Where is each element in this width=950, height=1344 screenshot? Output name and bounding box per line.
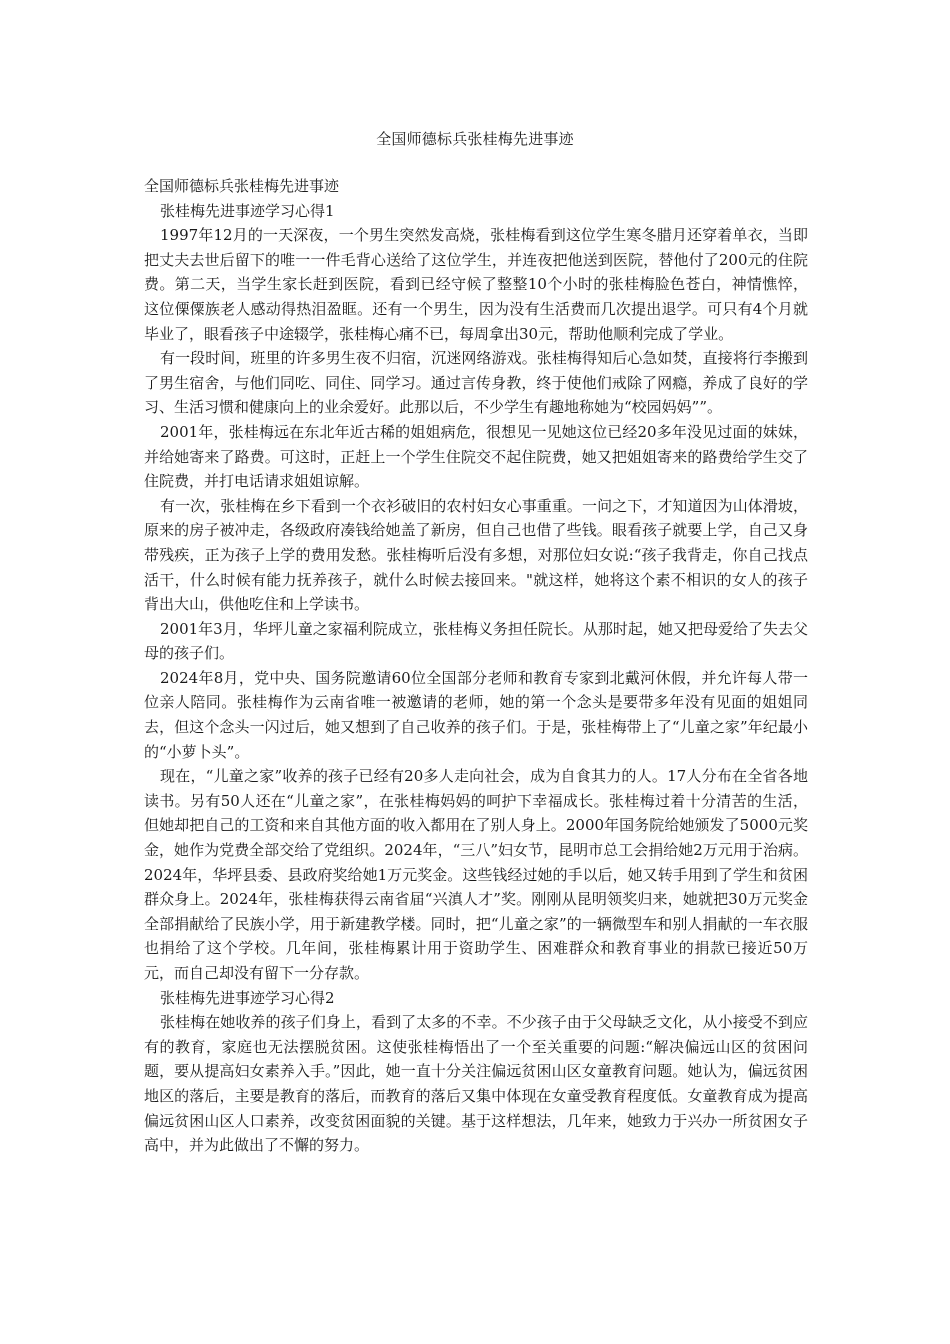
document-subtitle: 全国师德标兵张桂梅先进事迹 (144, 177, 340, 195)
paragraph: 张桂梅在她收养的孩子们身上，看到了太多的不幸。不少孩子由于父母缺乏文化，从小接受不到应有的教育，家庭也无法摆脱贫困。这使张桂梅悟出了一个至关重要的问题:“解决偏远山区的贫困问题，要从提高妇女素养入手。”因此，她一直十分关注偏远贫困山区女童教育问题。她认为，偏远贫困地区的落后，主要是教育的落后，而教育的落后又集中体现在女童受教育程度低。女童教育成为提高偏远贫困山区人口素养，改变贫困面貌的关键。基于这样想法，几年来，她致力于兴办一所贫困女子高中，并为此做出了不懈的努力。 (144, 1013, 808, 1155)
section-heading-1: 张桂梅先进事迹学习心得1 (160, 201, 335, 220)
paragraph: 1997年12月的一天深夜，一个男生突然发高烧，张桂梅看到这位学生寒冬腊月还穿着单衣，当即把丈夫去世后留下的唯一一件毛背心送给了这位学生，并连夜把他送到医院，替他付了200元的住院费。第二天，当学生家长赶到医院，看到已经守候了整整10个小时的张桂梅脸色苍白，神情憔悴，这位傈僳族老人感动得热泪盈眶。还有一个男生，因为没有生活费而几次提出退学。可只有4个月就毕业了，眼看孩子中途辍学，张桂梅心痛不已，每周拿出30元，帮助他顺利完成了学业。 (144, 226, 808, 343)
paragraph: 2001年3月，华坪儿童之家福利院成立，张桂梅义务担任院长。从那时起，她又把母爱给了失去父母的孩子们。 (144, 619, 808, 663)
section-heading-2: 张桂梅先进事迹学习心得2 (160, 988, 335, 1007)
paragraph: 2001年，张桂梅远在东北年近古稀的姐姐病危，很想见一见她这位已经20多年没见过面的妹妹，并给她寄来了路费。可这时，正赶上一个学生住院交不起住院费，她又把姐姐寄来的路费给学生交了住院费，并打电话请求姐姐谅解。 (144, 422, 808, 491)
paragraph: 有一次，张桂梅在乡下看到一个衣衫破旧的农村妇女心事重重。一问之下，才知道因为山体滑坡，原来的房子被冲走，各级政府凑钱给她盖了新房，但自己也借了些钱。眼看孩子就要上学，自己又身带残疾，正为孩子上学的费用发愁。张桂梅听后没有多想，对那位妇女说:“孩子我背走，你自己找点活干，什么时候有能力抚养孩子，就什么时候去接回来。"就这样，她将这个素不相识的女人的孩子背出大山，供他吃住和上学读书。 (144, 496, 808, 614)
paragraph: 现在，“儿童之家”收养的孩子已经有20多人走向社会，成为自食其力的人。17人分布在全省各地读书。另有50人还在“儿童之家”，在张桂梅妈妈的呵护下幸福成长。张桂梅过着十分清苦的生活，但她却把自己的工资和来自其他方面的收入都用在了别人身上。2000年国务院给她颁发了5000元奖金，她作为党费全部交给了党组织。2024年，“三八”妇女节，昆明市总工会捐给她2万元用于治病。2024年，华坪县委、县政府奖给她1万元奖金。这些钱经过她的手以后，她又转手用到了学生和贫困群众身上。2024年，张桂梅获得云南省届“兴滇人才”奖。刚刚从昆明领奖归来，她就把30万元奖金全部捐献给了民族小学，用于新建教学楼。同时，把“儿童之家”的一辆微型车和别人捐献的一车衣服也捐给了这个学校。几年间，张桂梅累计用于资助学生、困难群众和教育事业的捐款已接近50万元，而自己却没有留下一分存款。 (144, 767, 808, 982)
document-body (144, 174, 808, 1158)
paragraph: 2024年8月，党中央、国务院邀请60位全国部分老师和教育专家到北戴河休假，并允许每人带一位亲人陪同。张桂梅作为云南省唯一被邀请的老师，她的第一个念头是要带多年没有见面的姐姐同去，但这个念头一闪过后，她又想到了自己收养的孩子们。于是，张桂梅带上了“儿童之家”年纪最小的“小萝卜头”。 (144, 668, 808, 761)
paragraph: 有一段时间，班里的许多男生夜不归宿，沉迷网络游戏。张桂梅得知后心急如焚，直接将行李搬到了男生宿舍，与他们同吃、同住、同学习。通过言传身教，终于使他们戒除了网瘾，养成了良好的学习、生活习惯和健康向上的业余爱好。此那以后，不少学生有趣地称她为“校园妈妈””。 (144, 349, 808, 417)
document-title: 全国师德标兵张桂梅先进事迹 (376, 130, 574, 148)
